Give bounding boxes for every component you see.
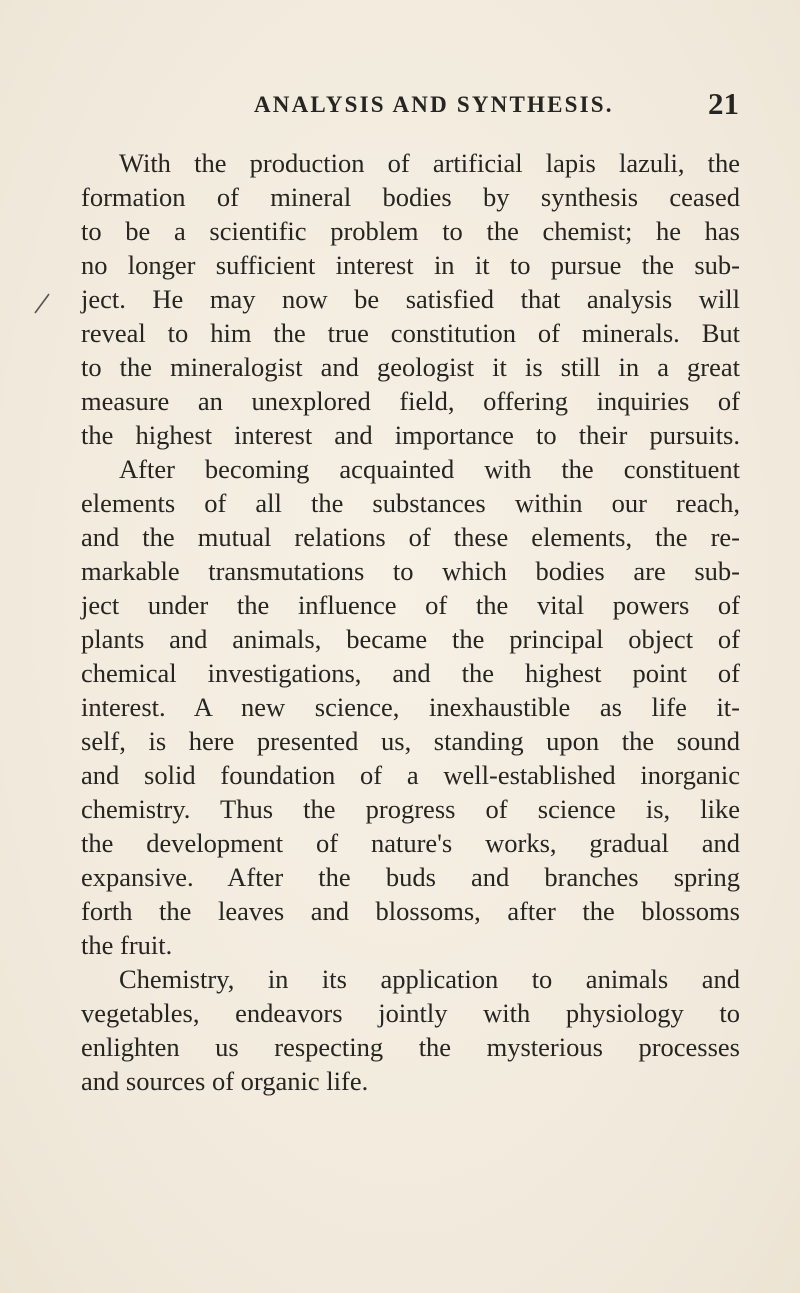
text-line: enlighten us respecting the mysterious processes [81, 1032, 740, 1062]
running-head: ANALYSIS AND SYNTHESIS. [254, 92, 614, 117]
text-line: interest. A new science, inexhaustible as life it- [81, 692, 740, 722]
page-header [254, 86, 739, 126]
text-line: With the production of artificial lapis lazuli, the [119, 148, 740, 178]
text-line: chemical investigations, and the highest point of [81, 658, 740, 688]
text-line: and solid foundation of a well-established inorganic [81, 760, 740, 790]
text-line: formation of mineral bodies by synthesis ceased [81, 182, 740, 212]
text-line: reveal to him the true constitution of minerals. But [81, 318, 740, 348]
text-line: forth the leaves and blossoms, after the blossoms [81, 896, 740, 926]
text-line: chemistry. Thus the progress of science is, like [81, 794, 740, 824]
text-line: After becoming acquainted with the constituent [119, 454, 740, 484]
text-line: vegetables, endeavors jointly with physiology to [81, 998, 740, 1028]
text-line: ject under the influence of the vital powers of [81, 590, 740, 620]
text-line: elements of all the substances within our reach, [81, 488, 740, 518]
text-line: the fruit. [81, 930, 173, 960]
text-line: to the mineralogist and geologist it is still in a great [81, 352, 740, 382]
pencil-mark [33, 292, 51, 314]
text-line: self, is here presented us, standing upon the sound [81, 726, 740, 756]
text-line: measure an unexplored field, offering inquiries of [81, 386, 740, 416]
text-line: and sources of organic life. [81, 1066, 369, 1096]
text-line: Chemistry, in its application to animals and [119, 964, 740, 994]
text-line: the development of nature's works, gradual and [81, 828, 740, 858]
text-line: to be a scientific problem to the chemist; he has [81, 216, 740, 246]
text-line: and the mutual relations of these elements, the re- [81, 522, 740, 552]
text-line: plants and animals, became the principal object of [81, 624, 740, 654]
text-line: ject. He may now be satisfied that analysis will [81, 284, 740, 314]
text-line: markable transmutations to which bodies are sub- [81, 556, 740, 586]
text-line: no longer sufficient interest in it to pursue the sub- [81, 250, 740, 280]
page-number: 21 [708, 86, 739, 121]
text-line: the highest interest and importance to their pursuits. [81, 420, 740, 450]
text-line: expansive. After the buds and branches spring [81, 862, 740, 892]
